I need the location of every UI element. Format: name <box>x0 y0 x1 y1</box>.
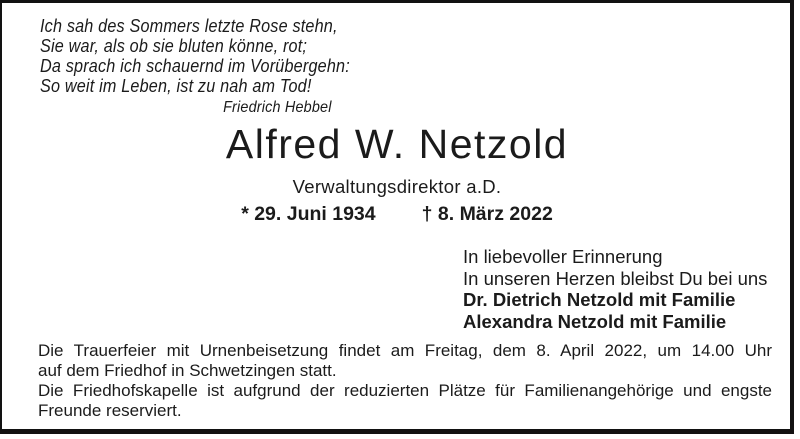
deceased-title: Verwaltungsdirektor a.D. <box>292 176 502 197</box>
poem-attribution: Friedrich Hebbel <box>223 99 332 116</box>
funeral-details <box>38 341 772 421</box>
poem-line: Da sprach ich schauernd im Vorübergehn: <box>40 56 350 76</box>
funeral-detail-line: Die Friedhofskapelle ist aufgrund der reduzierten Plätze für Familienangehörige und engste <box>38 381 772 400</box>
memorial-line: In liebevoller Erinnerung <box>463 246 663 267</box>
deceased-name: Alfred W. Netzold <box>225 121 569 167</box>
death-date: † 8. März 2022 <box>421 203 553 225</box>
funeral-detail-line: Die Trauerfeier mit Urnenbeisetzung findet am Freitag, dem 8. April 2022, um 14.00 Uhr <box>38 341 772 360</box>
life-dates <box>0 202 794 226</box>
poem <box>40 16 350 118</box>
poem-line: Ich sah des Sommers letzte Rose stehn, <box>40 16 338 36</box>
poem-line: Sie war, als ob sie bluten könne, rot; <box>40 36 308 56</box>
memorial-block <box>463 246 767 332</box>
funeral-detail-line: Freunde reserviert. <box>38 401 182 420</box>
birth-date: * 29. Juni 1934 <box>241 203 376 225</box>
funeral-detail-line: auf dem Friedhof in Schwetzingen statt. <box>38 361 337 380</box>
mourner-name: Dr. Dietrich Netzold mit Familie <box>463 289 736 310</box>
mourner-name: Alexandra Netzold mit Familie <box>463 310 727 332</box>
memorial-line: In unseren Herzen bleibst Du bei uns <box>463 267 768 289</box>
poem-line: So weit im Leben, ist zu nah am Tod! <box>40 76 312 96</box>
